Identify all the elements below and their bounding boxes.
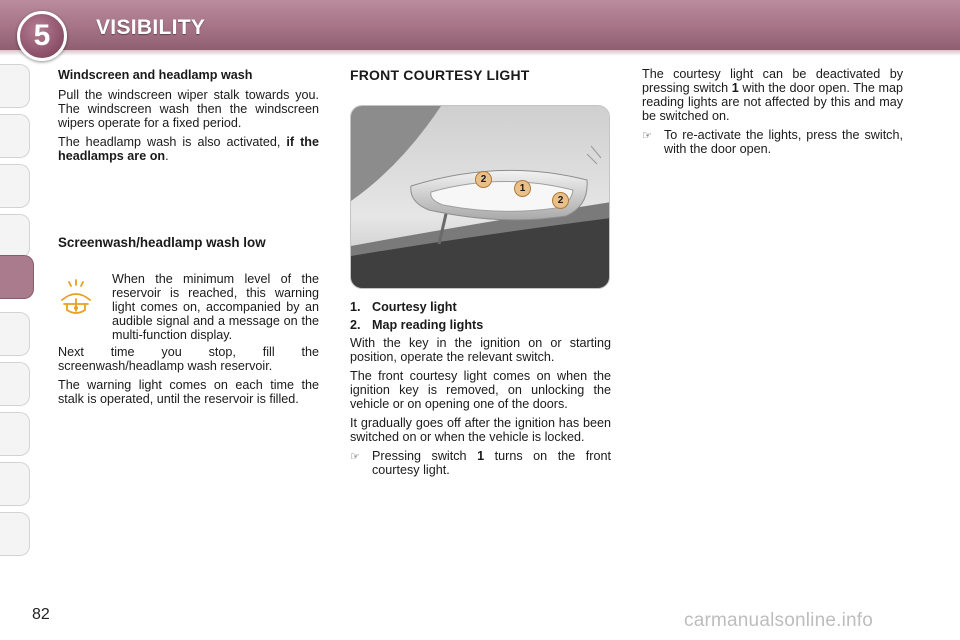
middle-column xyxy=(350,300,611,477)
text-run: The headlamp wash is also activated, xyxy=(58,135,287,149)
pointing-hand-icon: ☞ xyxy=(642,130,652,142)
chapter-tab-5-active[interactable] xyxy=(0,255,34,299)
header-shadow xyxy=(0,50,960,56)
bullet-text xyxy=(372,449,611,477)
bullet-item xyxy=(642,128,903,156)
legend-label: Map reading lights xyxy=(372,318,484,332)
paragraph: Next time you stop, fill the screenwash/headlamp wash reservoir. xyxy=(58,345,319,373)
legend-item xyxy=(350,318,611,332)
paragraph: The front courtesy light comes on when the ignition key is removed, on unlocking the vehicle or on opening one of the doors. xyxy=(350,369,611,411)
page-number: 82 xyxy=(32,606,50,623)
warning-block xyxy=(58,272,319,345)
emphasis-text: 1 xyxy=(731,81,739,95)
courtesy-light-photo xyxy=(350,105,610,289)
text-run: The courtesy light can be deactivated by pressing switch xyxy=(642,67,903,95)
paragraph: Pull the windscreen wiper stalk towards you. The windscreen wash then the windscreen wipers operate for a fixed period. xyxy=(58,88,319,130)
legend-item xyxy=(350,300,611,314)
paragraph: It gradually goes off after the ignition has been switched on or when the vehicle is locked. xyxy=(350,416,611,444)
chapter-tab-7[interactable] xyxy=(0,362,30,406)
text-run: turns on the front courtesy light. xyxy=(372,449,611,477)
pointing-hand-icon: ☞ xyxy=(350,451,360,463)
chapter-tab-10[interactable] xyxy=(0,512,30,556)
bullet-text: To re-activate the lights, press the switch, with the door open. xyxy=(664,128,903,156)
section-title: FRONT COURTESY LIGHT xyxy=(350,67,530,83)
chapter-badge: 5 xyxy=(17,11,67,61)
paragraph: When the minimum level of the reservoir is reached, this warning light comes on, accompanied by an audible signal and a message on the multi-function display. xyxy=(112,272,319,342)
section-heading: Windscreen and headlamp wash xyxy=(58,68,253,82)
legend-label: Courtesy light xyxy=(372,300,457,314)
emphasis-text: if the headlamps are on xyxy=(58,135,319,163)
watermark: carmanualsonline.info xyxy=(684,610,874,631)
paragraph: The warning light comes on each time the stalk is operated, until the reservoir is filled. xyxy=(58,378,319,406)
chapter-tab-2[interactable] xyxy=(0,114,30,158)
chapter-tab-9[interactable] xyxy=(0,462,30,506)
legend-number: 2. xyxy=(350,318,361,332)
chapter-tab-4[interactable] xyxy=(0,214,30,258)
chapter-tab-6[interactable] xyxy=(0,312,30,356)
chapter-tab-3[interactable] xyxy=(0,164,30,208)
photo-label: 1 xyxy=(514,180,531,197)
text-run: Pressing switch xyxy=(372,449,478,463)
left-column-lower xyxy=(58,236,319,411)
page-title: VISIBILITY xyxy=(96,16,206,39)
paragraph: With the key in the ignition on or starting position, operate the relevant switch. xyxy=(350,336,611,364)
photo-label: 2 xyxy=(552,192,569,209)
bullet-item xyxy=(350,449,611,477)
text-run: . xyxy=(165,149,169,163)
right-column xyxy=(642,67,903,156)
chapter-tab-rail xyxy=(0,56,32,576)
photo-label: 2 xyxy=(475,171,492,188)
chapter-tab-1[interactable] xyxy=(0,64,30,108)
legend-number: 1. xyxy=(350,300,361,314)
washer-fluid-icon xyxy=(58,272,112,345)
section-heading: Screenwash/headlamp wash low xyxy=(58,235,266,250)
text-run: with the door open. The map reading lights are not affected by this and may be switched on. xyxy=(642,81,903,123)
paragraph xyxy=(642,67,903,123)
left-column xyxy=(58,68,319,168)
chapter-tab-8[interactable] xyxy=(0,412,30,456)
emphasis-text: 1 xyxy=(477,449,485,463)
paragraph xyxy=(58,135,319,163)
